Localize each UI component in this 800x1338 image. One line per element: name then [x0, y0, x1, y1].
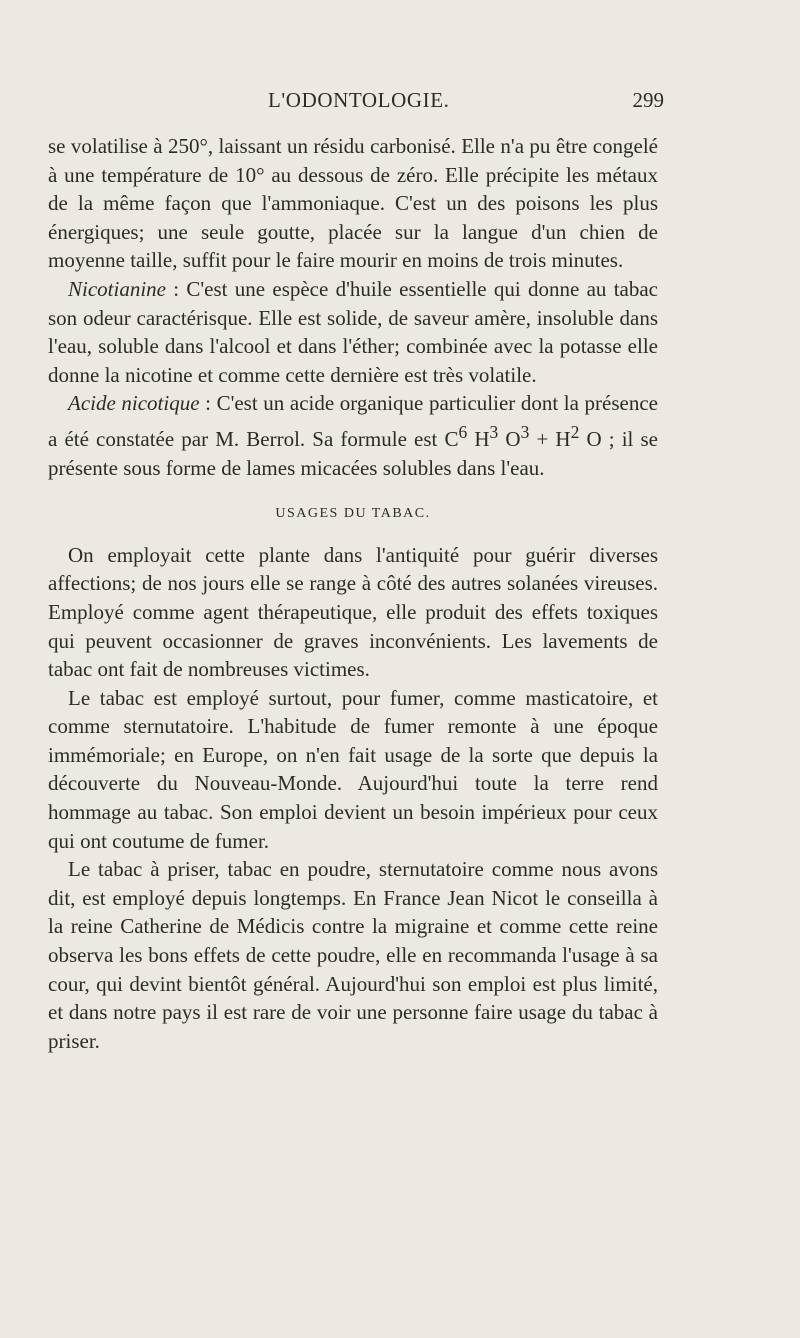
acide-text-d: + H: [529, 426, 571, 451]
formula-sup-1: 6: [458, 421, 468, 442]
running-title: L'ODONTOLOGIE.: [268, 88, 450, 112]
acide-text-b: H: [467, 426, 490, 451]
body-text: [48, 132, 658, 1055]
page-header: [48, 88, 664, 118]
acide-text-a: : C'est un acide organique particulier dont la présence a été constatée par M. Berrol. Sa formule est C: [48, 391, 658, 451]
formula-sup-2: 3: [489, 421, 499, 442]
paragraph-acide-nicotique: [48, 389, 658, 482]
paragraph-antiquite: On employait cette plante dans l'antiquité pour guérir diverses affections; de nos jours elle se range à côté des autres solanées vireuses. Employé comme agent thérapeutique, elle produit des effets toxiques qui peuvent occasionner de graves inconvénients. Les lavements de tabac ont fait de nombreuses victimes.: [48, 542, 658, 682]
paragraph-volatilise: se volatilise à 250°, laissant un résidu carbonisé. Elle n'a pu être congelé à une température de 10° au dessous de zéro. Elle précipite les métaux de la même façon que l'ammoniaque. C'est un des poisons les plus énergiques; une seule goutte, placée sur la langue d'un chien de moyenne taille, suffit pour le faire mourir en moins de trois minutes.: [48, 134, 658, 273]
paragraph-priser: Le tabac à priser, tabac en poudre, sternutatoire comme nous avons dit, est employé depuis longtemps. En France Jean Nicot le conseilla à la reine Catherine de Médicis contre la migraine et comme cette reine observa les bons effets de cette poudre, elle en recommanda l'usage à sa cour, qui devint bientôt général. Aujourd'hui son emploi est plus limité, et dans notre pays il est rare de voir une personne faire usage du tabac à priser.: [48, 857, 658, 1053]
formula-sup-4: 2: [570, 421, 580, 442]
paragraph-nicotianine: [48, 275, 658, 389]
acide-text-c: O: [498, 426, 521, 451]
nicotianine-text: : C'est une espèce d'huile essentielle qui donne au tabac son odeur caractérisque. Elle est solide, de saveur amère, insoluble dans l'eau, soluble dans l'alcool et dans l'éther; combinée avec la potasse elle donne la nicotine et comme cette dernière est très volatile.: [48, 276, 658, 387]
term-nicotianine: Nicotianine: [68, 276, 166, 301]
paragraph-fumer: Le tabac est employé surtout, pour fumer, comme masticatoire, et comme sternutatoire. L'habitude de fumer remonte à une époque immémoriale; en Europe, on n'en fait usage de la sorte que depuis la découverte du Nouveau-Monde. Aujourd'hui toute la terre rend hommage au tabac. Son emploi devient un besoin impérieux pour ceux qui ont coutume de fumer.: [48, 685, 658, 853]
page-number: 299: [632, 88, 664, 112]
acide-text-e: O ; il se présente sous forme de lames micacées solubles dans l'eau.: [48, 426, 658, 480]
formula-sup-3: 3: [520, 421, 530, 442]
section-heading: USAGES DU TABAC.: [275, 506, 431, 522]
term-acide-nicotique: Acide nicotique: [68, 391, 200, 416]
